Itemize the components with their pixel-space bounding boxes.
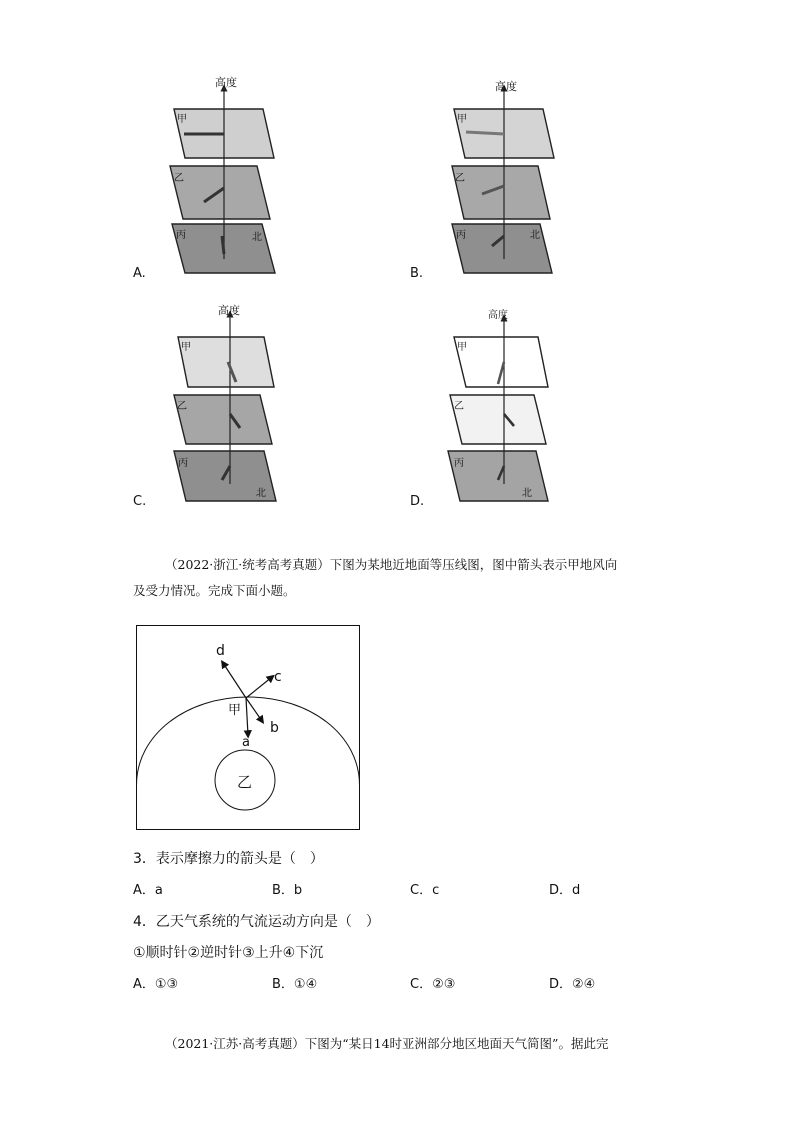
layer-label-bottom: 丙 xyxy=(178,458,188,469)
height-label: 高度 xyxy=(218,304,240,317)
option-label-c: C. xyxy=(133,494,147,509)
north-label: 北 xyxy=(522,488,532,499)
point-label-jia: 甲 xyxy=(228,703,242,718)
option-label-b: B. xyxy=(410,266,424,281)
option-label-a: A. xyxy=(133,266,146,281)
q4-choice-d[interactable]: D．②④ xyxy=(549,977,596,992)
q4-choice-c[interactable]: C．②③ xyxy=(410,977,456,992)
north-label: 北 xyxy=(252,232,262,243)
q3-choice-b[interactable]: B．b xyxy=(272,883,303,898)
intro-line-1: （2022·浙江·统考高考真题）下图为某地近地面等压线图，图中箭头表示甲地风向 xyxy=(165,557,618,572)
height-label: 高度 xyxy=(488,310,508,321)
layer-label-top: 甲 xyxy=(457,114,467,125)
q4-choice-a[interactable]: A．①③ xyxy=(133,977,179,992)
height-label: 高度 xyxy=(215,76,237,89)
question-4-statements: ①顺时针②逆时针③上升④下沉 xyxy=(133,945,324,961)
height-label: 高度 xyxy=(495,80,517,93)
question-4-stem: 4．乙天气系统的气流运动方向是（ ） xyxy=(133,914,380,930)
layer-label-bottom: 丙 xyxy=(456,230,466,241)
layer-label-mid: 乙 xyxy=(174,173,184,184)
layer-label-bottom: 丙 xyxy=(176,230,186,241)
arrow-label-b: b xyxy=(270,720,279,736)
q3-choice-c[interactable]: C．c xyxy=(410,883,440,898)
layer-label-mid: 乙 xyxy=(455,173,465,184)
question-group-intro xyxy=(133,552,673,604)
isobar-figure xyxy=(136,625,360,830)
layer-label-top: 甲 xyxy=(457,342,467,353)
option-label-d: D. xyxy=(410,494,425,509)
q3-choice-a[interactable]: A．a xyxy=(133,883,163,898)
layer-label-top: 甲 xyxy=(177,114,187,125)
figure-option-c xyxy=(164,304,294,504)
arrow-label-c: c xyxy=(274,669,282,685)
layer-label-bottom: 丙 xyxy=(454,458,464,469)
figure-option-a xyxy=(160,76,290,276)
question-3-stem: 3．表示摩擦力的箭头是（ ） xyxy=(133,851,324,867)
north-label: 北 xyxy=(530,230,540,241)
q4-choice-b[interactable]: B．①④ xyxy=(272,977,318,992)
arrow-label-d: d xyxy=(216,643,225,659)
figure-option-b xyxy=(440,76,570,276)
layer-label-top: 甲 xyxy=(181,342,191,353)
figure-option-d xyxy=(440,304,570,504)
next-question-intro: （2021·江苏·高考真题）下图为“某日14时亚洲部分地区地面天气简图”。据此完 xyxy=(165,1036,609,1051)
layer-label-mid: 乙 xyxy=(177,401,187,412)
q3-choice-d[interactable]: D．d xyxy=(549,883,581,898)
north-label: 北 xyxy=(256,488,266,499)
intro-line-2: 及受力情况。完成下面小题。 xyxy=(133,583,296,598)
layer-label-mid: 乙 xyxy=(454,401,464,412)
arrow-label-a: a xyxy=(242,735,250,750)
center-label-yi: 乙 xyxy=(237,773,253,791)
